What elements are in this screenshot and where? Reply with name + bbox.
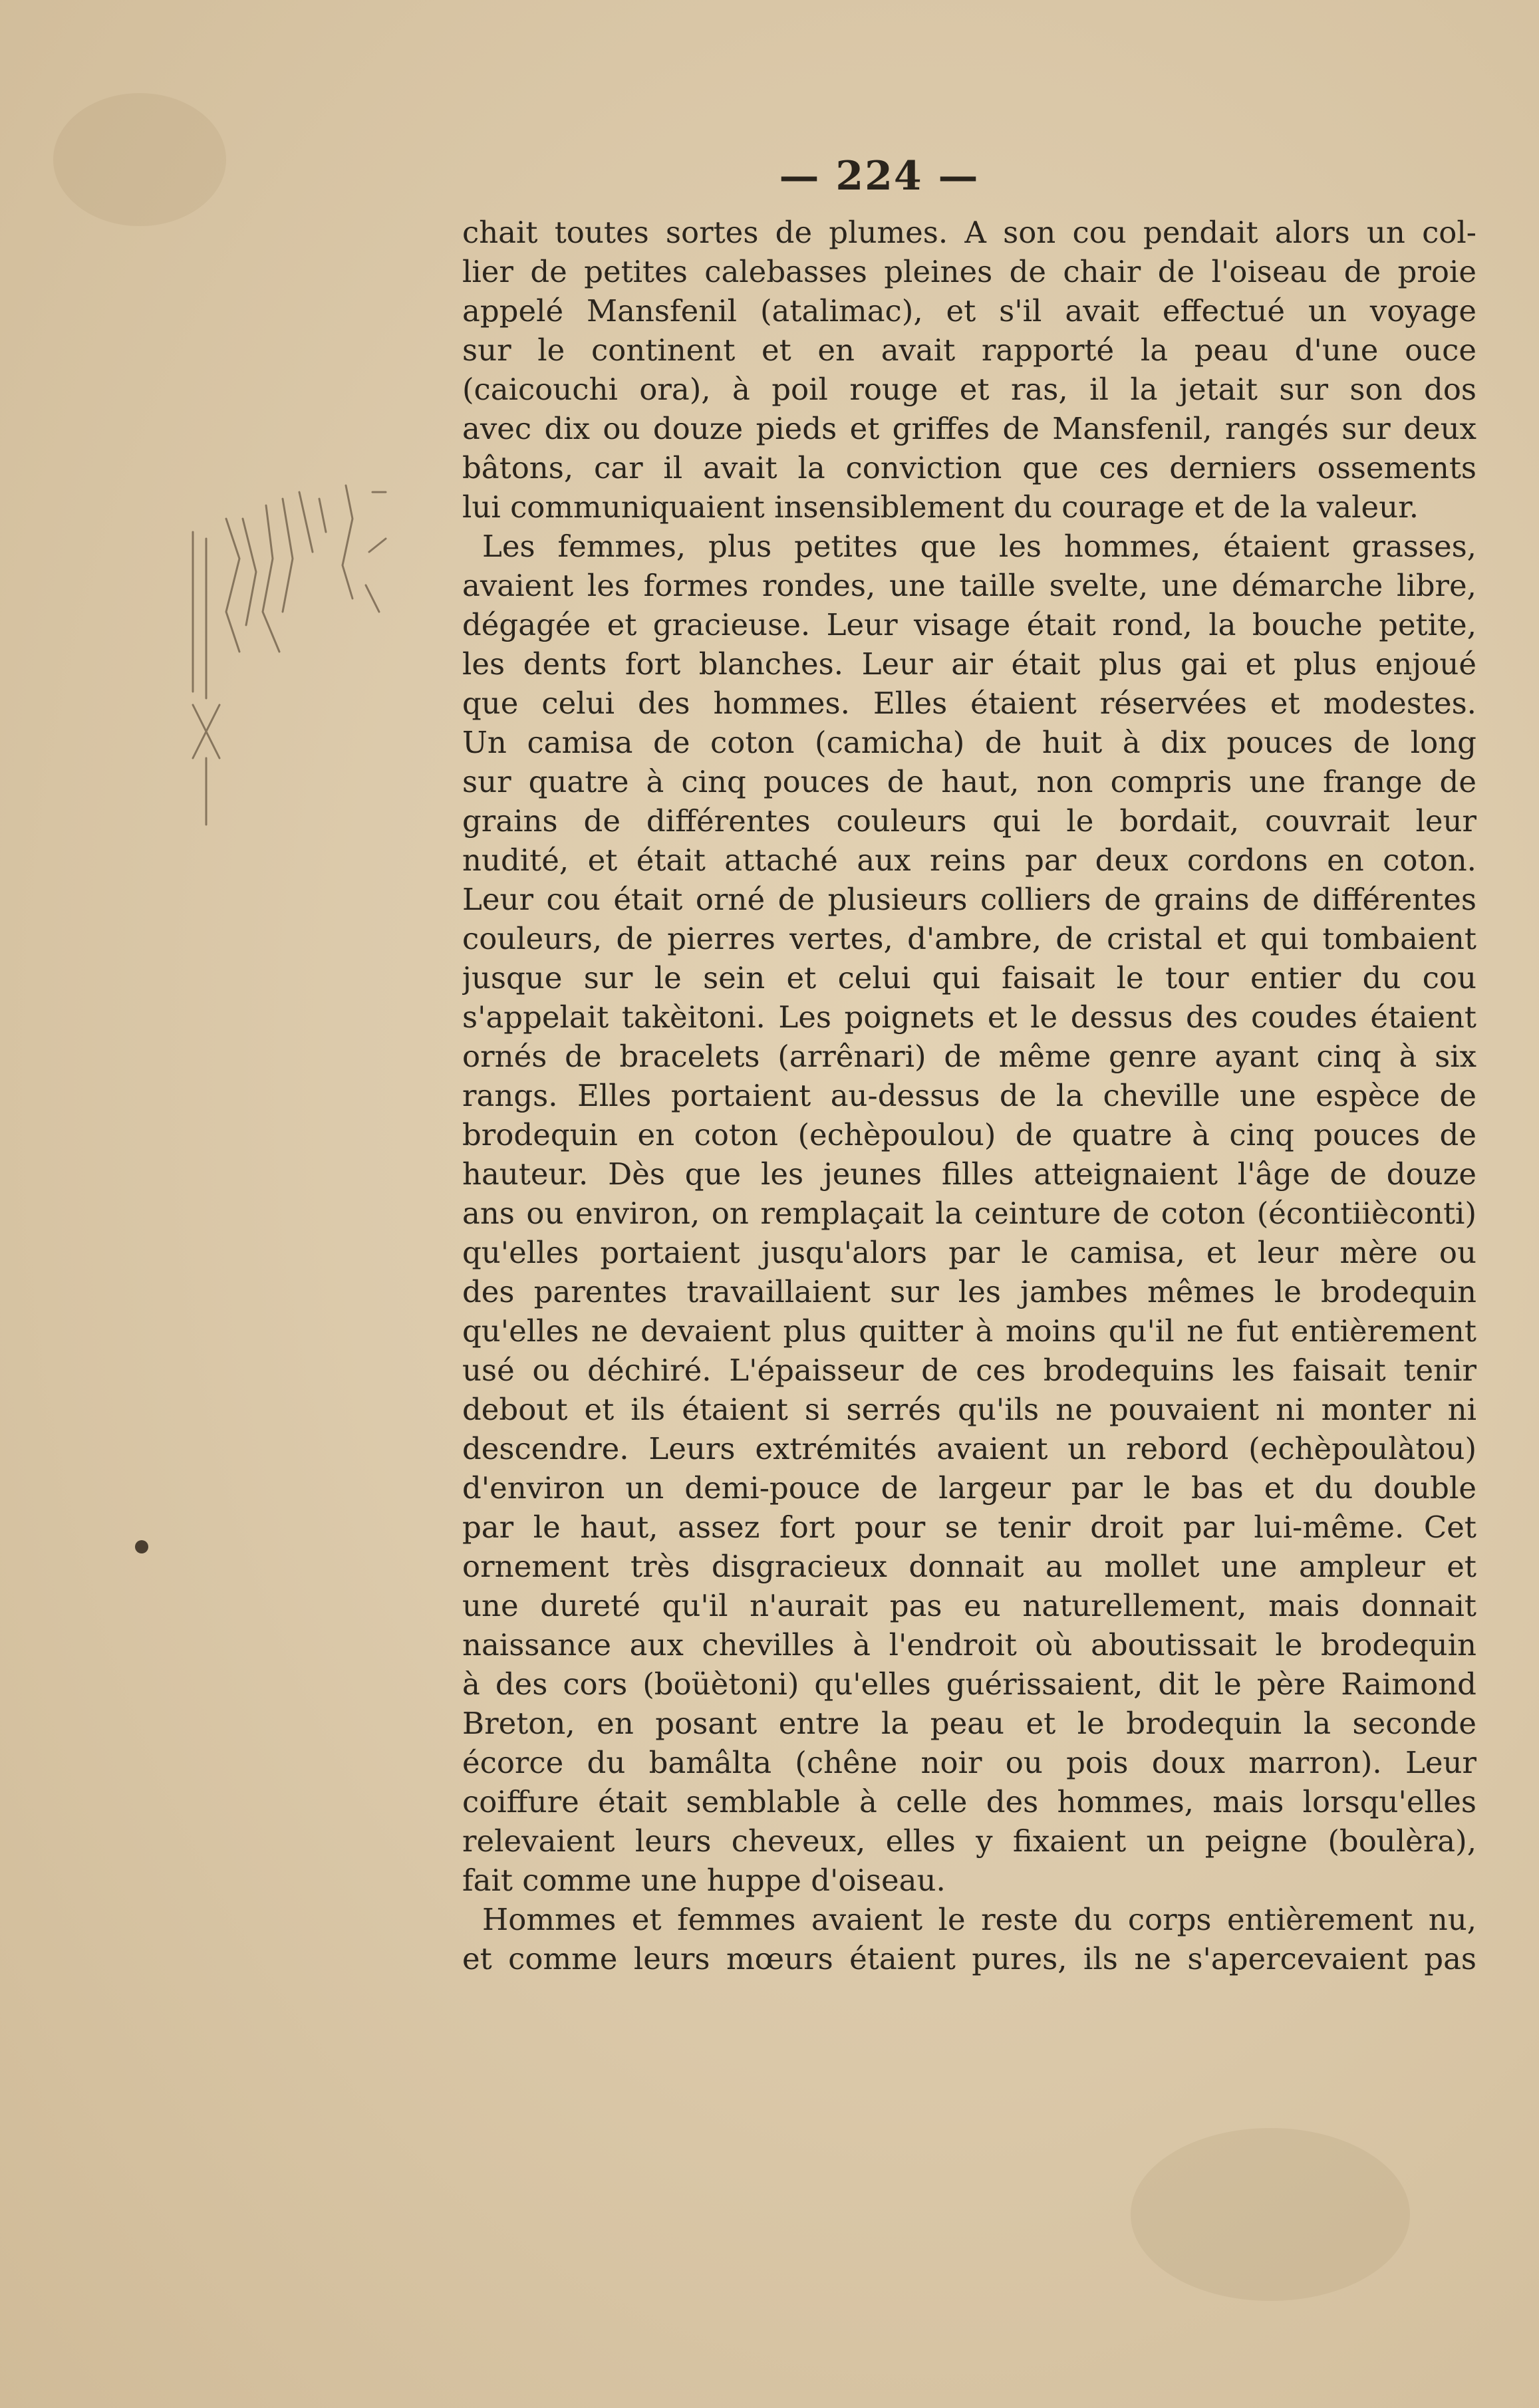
text-line: Leur cou était orné de plusieurs colliers de grains de différentes: [462, 882, 1476, 917]
text-line: debout et ils étaient si serrés qu'ils ne pouvaient ni monter ni: [462, 1392, 1476, 1427]
text-line: les dents fort blanches. Leur air était plus gai et plus enjoué: [462, 646, 1476, 682]
text-line: Hommes et femmes avaient le reste du corps entièrement nu,: [482, 1902, 1476, 1937]
text-line: qu'elles portaient jusqu'alors par le camisa, et leur mère ou: [462, 1235, 1476, 1270]
text-line: s'appelait takèitoni. Les poignets et le dessus des coudes étaient: [462, 1000, 1476, 1035]
text-line: lui communiquaient insensiblement du courage et de la valeur.: [462, 489, 1419, 525]
text-line: une dureté qu'il n'aurait pas eu naturellement, mais donnait: [462, 1588, 1476, 1623]
text-line: et comme leurs mœurs étaient pures, ils ne s'apercevaient pas: [462, 1941, 1476, 1976]
paper-stain: [1131, 2128, 1410, 2301]
text-line: Les femmes, plus petites que les hommes, étaient grasses,: [482, 529, 1476, 564]
text-line: hauteur. Dès que les jeunes filles atteignaient l'âge de douze: [462, 1156, 1476, 1192]
text-line: brodequin en coton (echèpoulou) de quatre à cinq pouces de: [462, 1117, 1476, 1152]
text-line: Un camisa de coton (camicha) de huit à dix pouces de long: [462, 725, 1476, 760]
text-line: lier de petites calebasses pleines de chair de l'oiseau de proie: [462, 254, 1476, 289]
text-line: descendre. Leurs extrémités avaient un rebord (echèpoulàtou): [462, 1431, 1476, 1466]
text-line: d'environ un demi-pouce de largeur par le bas et du double: [462, 1470, 1476, 1506]
text-line: sur quatre à cinq pouces de haut, non compris une frange de: [462, 764, 1476, 799]
ink-dot: [135, 1540, 148, 1553]
text-line: (caicouchi ora), à poil rouge et ras, il la jetait sur son dos: [462, 372, 1476, 407]
text-line: qu'elles ne devaient plus quitter à moins qu'il ne fut entièrement: [462, 1313, 1476, 1349]
page-number-text: — 224 —: [779, 153, 980, 200]
page-number: [0, 153, 1539, 200]
text-line: par le haut, assez fort pour se tenir droit par lui-même. Cet: [462, 1510, 1476, 1545]
text-line: couleurs, de pierres vertes, d'ambre, de cristal et qui tombaient: [462, 921, 1476, 956]
text-line: ornés de bracelets (arrênari) de même genre ayant cinq à six: [462, 1039, 1476, 1074]
text-line: fait comme une huppe d'oiseau.: [462, 1863, 946, 1898]
text-line: nudité, et était attaché aux reins par deux cordons en coton.: [462, 843, 1476, 878]
text-line: que celui des hommes. Elles étaient réservées et modestes.: [462, 686, 1476, 721]
text-line: écorce du bamâlta (chêne noir ou pois doux marron). Leur: [462, 1745, 1476, 1780]
text-line: grains de différentes couleurs qui le bordait, couvrait leur: [462, 803, 1476, 839]
text-line: avec dix ou douze pieds et griffes de Mansfenil, rangés sur deux: [462, 411, 1476, 446]
text-line: jusque sur le sein et celui qui faisait le tour entier du cou: [462, 960, 1476, 996]
text-line: sur le continent et en avait rapporté la peau d'une ouce: [462, 333, 1476, 368]
pencil-mark-icon: [166, 479, 419, 851]
body-text: [462, 213, 1476, 1978]
text-line: rangs. Elles portaient au-dessus de la cheville une espèce de: [462, 1078, 1476, 1113]
text-line: avaient les formes rondes, une taille svelte, une démarche libre,: [462, 568, 1476, 603]
text-line: ornement très disgracieux donnait au mollet une ampleur et: [462, 1549, 1476, 1584]
text-line: coiffure était semblable à celle des hommes, mais lorsqu'elles: [462, 1784, 1476, 1819]
text-line: Breton, en posant entre la peau et le brodequin la seconde: [462, 1706, 1476, 1741]
handwritten-margin-annotation: [166, 479, 419, 851]
text-line: usé ou déchiré. L'épaisseur de ces brodequins les faisait tenir: [462, 1353, 1476, 1388]
text-line: à des cors (boüètoni) qu'elles guérissaient, dit le père Raimond: [462, 1667, 1476, 1702]
text-line: chait toutes sortes de plumes. A son cou pendait alors un col-: [462, 215, 1476, 250]
text-line: naissance aux chevilles à l'endroit où aboutissait le brodequin: [462, 1627, 1476, 1663]
text-line: dégagée et gracieuse. Leur visage était rond, la bouche petite,: [462, 607, 1476, 642]
text-line: bâtons, car il avait la conviction que ces derniers ossements: [462, 450, 1476, 485]
text-line: ans ou environ, on remplaçait la ceinture de coton (écontiièconti): [462, 1196, 1476, 1231]
text-line: appelé Mansfenil (atalimac), et s'il avait effectué un voyage: [462, 293, 1476, 329]
text-line: des parentes travaillaient sur les jambes mêmes le brodequin: [462, 1274, 1476, 1309]
text-line: relevaient leurs cheveux, elles y fixaient un peigne (boulèra),: [462, 1823, 1476, 1859]
